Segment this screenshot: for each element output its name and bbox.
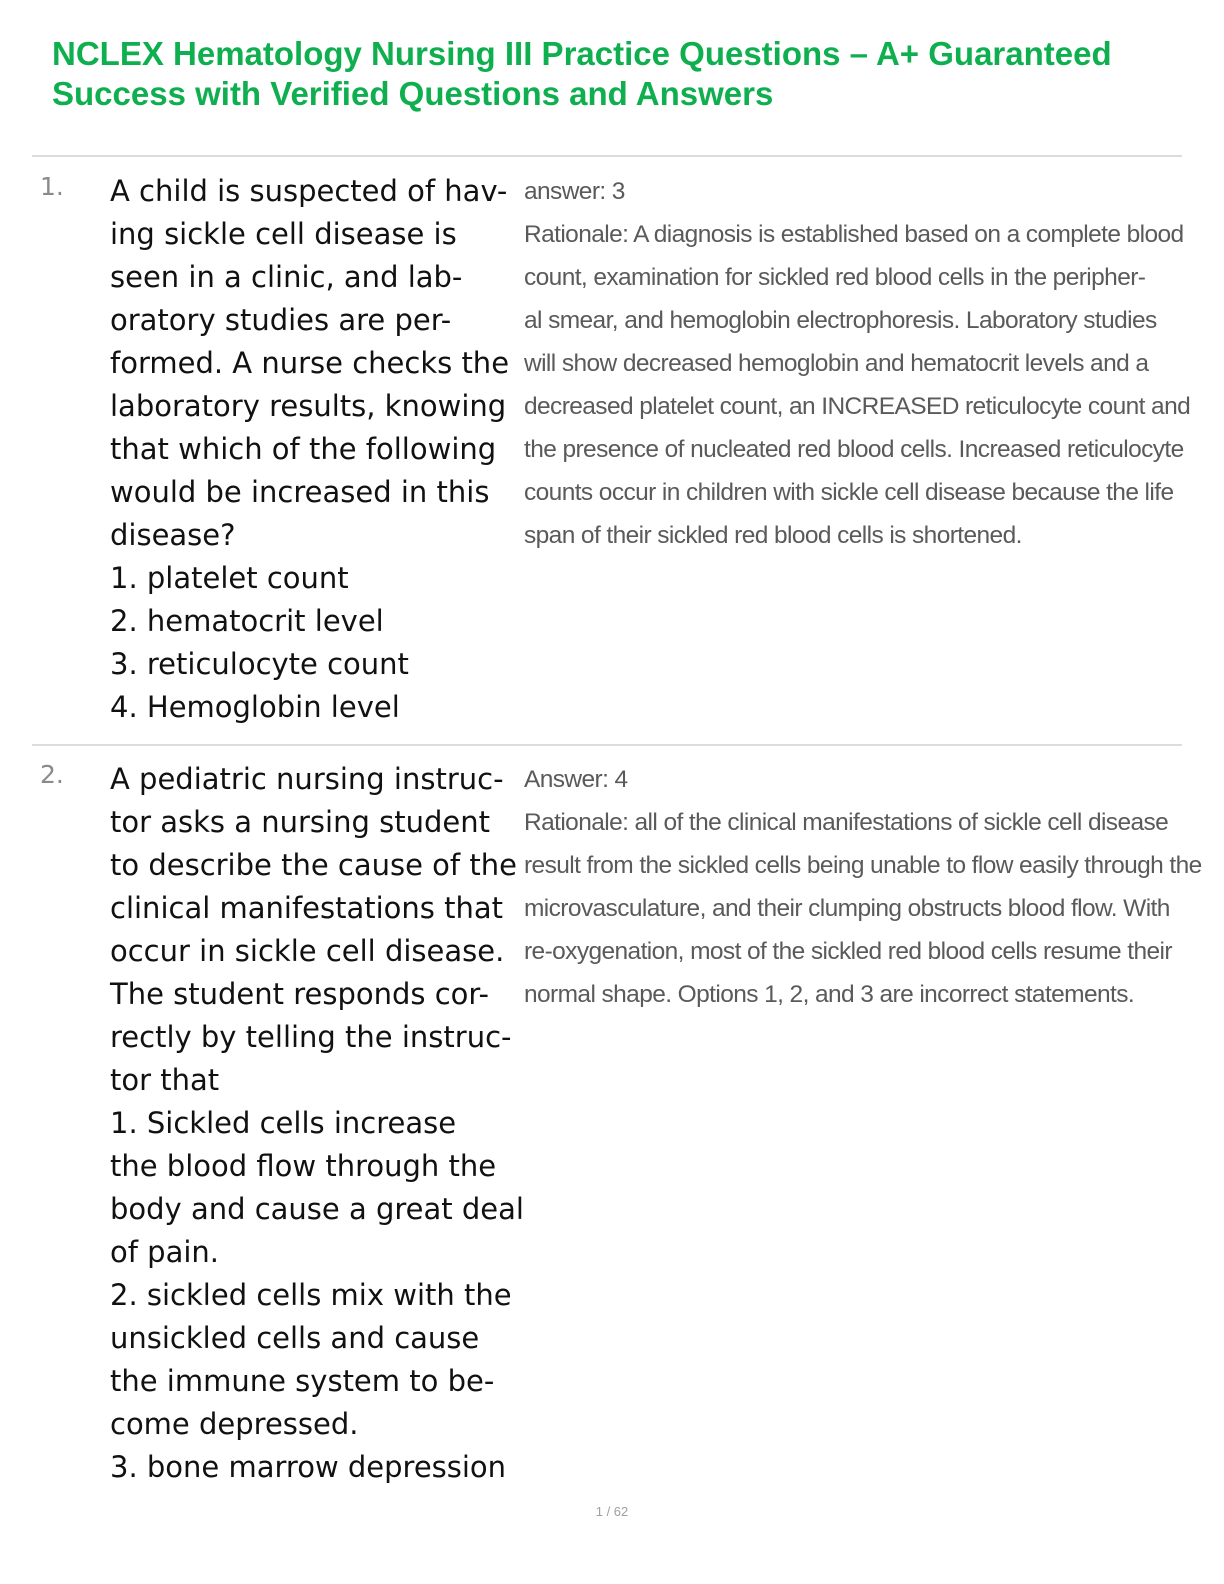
answer-option: 1. Sickled cells increase [110, 1106, 457, 1140]
question-line: A child is suspected of hav- [110, 174, 508, 208]
question-number: 1. [40, 172, 64, 201]
divider [32, 155, 1182, 157]
question-line: occur in sickle cell disease. [110, 934, 505, 968]
rationale-line: Rationale: all of the clinical manifestations of sickle cell disease [524, 809, 1169, 836]
answer-option: body and cause a great deal [110, 1192, 524, 1226]
question-line: The student responds cor- [110, 977, 489, 1011]
rationale-line: result from the sickled cells being unable to flow easily through the [524, 852, 1202, 879]
rationale-line: counts occur in children with sickle cell disease because the life [524, 479, 1174, 506]
answer-option: come depressed. [110, 1407, 359, 1441]
rationale-line: Rationale: A diagnosis is established based on a complete blood [524, 221, 1184, 248]
rationale-line: count, examination for sickled red blood cells in the peripher- [524, 264, 1146, 291]
answer-option: unsickled cells and cause [110, 1321, 480, 1355]
question-line: tor asks a nursing student [110, 805, 490, 839]
answer-option: 1. platelet count [110, 561, 349, 595]
page-indicator: 1 / 62 [595, 1504, 629, 1519]
question-line: A pediatric nursing instruc- [110, 762, 504, 796]
question-line: would be increased in this [110, 475, 490, 509]
answer-block [524, 758, 1202, 1016]
answer-option: 2. hematocrit level [110, 604, 384, 638]
question-line: oratory studies are per- [110, 303, 452, 337]
question-line: clinical manifestations that [110, 891, 504, 925]
question-line: to describe the cause of the [110, 848, 517, 882]
rationale-line: will show decreased hemoglobin and hematocrit levels and a [524, 350, 1149, 377]
question-line: ing sickle cell disease is [110, 217, 457, 251]
question-line: rectly by telling the instruc- [110, 1020, 512, 1054]
document-title [52, 34, 1212, 114]
rationale-line: the presence of nucleated red blood cells. Increased reticulocyte [524, 436, 1184, 463]
answer-option: 4. Hemoglobin level [110, 690, 400, 724]
question-line: laboratory results, knowing [110, 389, 507, 423]
question-text [110, 170, 520, 729]
question-line: tor that [110, 1063, 220, 1097]
question-line: disease? [110, 518, 236, 552]
rationale-line: span of their sickled red blood cells is shortened. [524, 522, 1022, 549]
answer-option: 2. sickled cells mix with the [110, 1278, 512, 1312]
rationale-line: re-oxygenation, most of the sickled red blood cells resume their [524, 938, 1172, 965]
answer-block [524, 170, 1191, 557]
answer-option: 3. bone marrow depression [110, 1450, 507, 1484]
question-line: that which of the following [110, 432, 497, 466]
rationale-line: al smear, and hemoglobin electrophoresis. Laboratory studies [524, 307, 1157, 334]
rationale-line: microvasculature, and their clumping obstructs blood flow. With [524, 895, 1170, 922]
rationale-line: normal shape. Options 1, 2, and 3 are incorrect statements. [524, 981, 1135, 1008]
answer-option: the blood flow through the [110, 1149, 497, 1183]
document-title-line-2: Success with Verified Questions and Answers [52, 75, 774, 112]
answer-option: 3. reticulocyte count [110, 647, 409, 681]
answer-label: Answer: 4 [524, 766, 628, 793]
answer-option: of pain. [110, 1235, 220, 1269]
document-title-line-1: NCLEX Hematology Nursing III Practice Questions – A+ Guaranteed [52, 35, 1112, 72]
answer-label: answer: 3 [524, 178, 625, 205]
question-line: formed. A nurse checks the [110, 346, 510, 380]
question-number: 2. [40, 760, 64, 789]
question-line: seen in a clinic, and lab- [110, 260, 463, 294]
rationale-line: decreased platelet count, an INCREASED reticulocyte count and [524, 393, 1191, 420]
question-text [110, 758, 524, 1489]
divider [32, 744, 1182, 746]
answer-option: the immune system to be- [110, 1364, 495, 1398]
